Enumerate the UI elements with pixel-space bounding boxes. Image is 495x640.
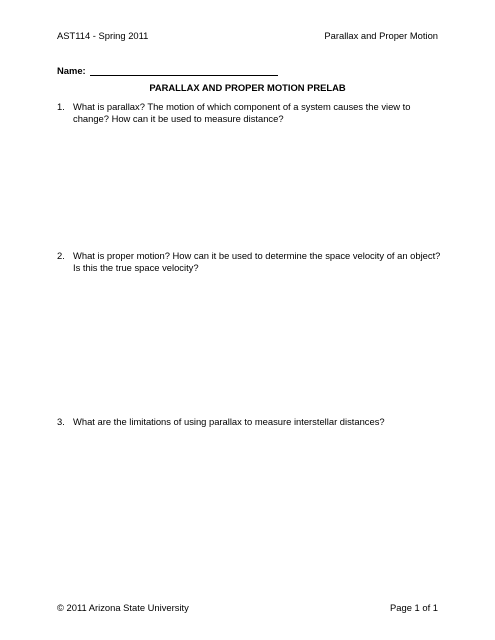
question-1-number: 1. — [57, 101, 65, 112]
footer-copyright: © 2011 Arizona State University — [57, 602, 189, 613]
document-title: PARALLAX AND PROPER MOTION PRELAB — [149, 82, 346, 93]
question-3-text: What are the limitations of using parallax to measure interstellar distances? — [73, 416, 385, 427]
question-1-text: What is parallax? The motion of which component of a system causes the view to change? How can it be used to measure distance? — [73, 101, 411, 124]
name-answer-line[interactable] — [90, 75, 278, 76]
question-2-number: 2. — [57, 250, 65, 261]
question-3-number: 3. — [57, 416, 65, 427]
question-3 — [57, 416, 447, 428]
name-label: Name: — [57, 65, 86, 76]
header-topic: Parallax and Proper Motion — [324, 30, 438, 41]
question-2 — [57, 250, 447, 273]
footer-page-number: Page 1 of 1 — [390, 602, 438, 613]
question-2-text: What is proper motion? How can it be used to determine the space velocity of an object? Is this the true space velocity? — [73, 250, 441, 273]
question-1 — [57, 101, 447, 124]
header-course: AST114 - Spring 2011 — [57, 30, 149, 41]
